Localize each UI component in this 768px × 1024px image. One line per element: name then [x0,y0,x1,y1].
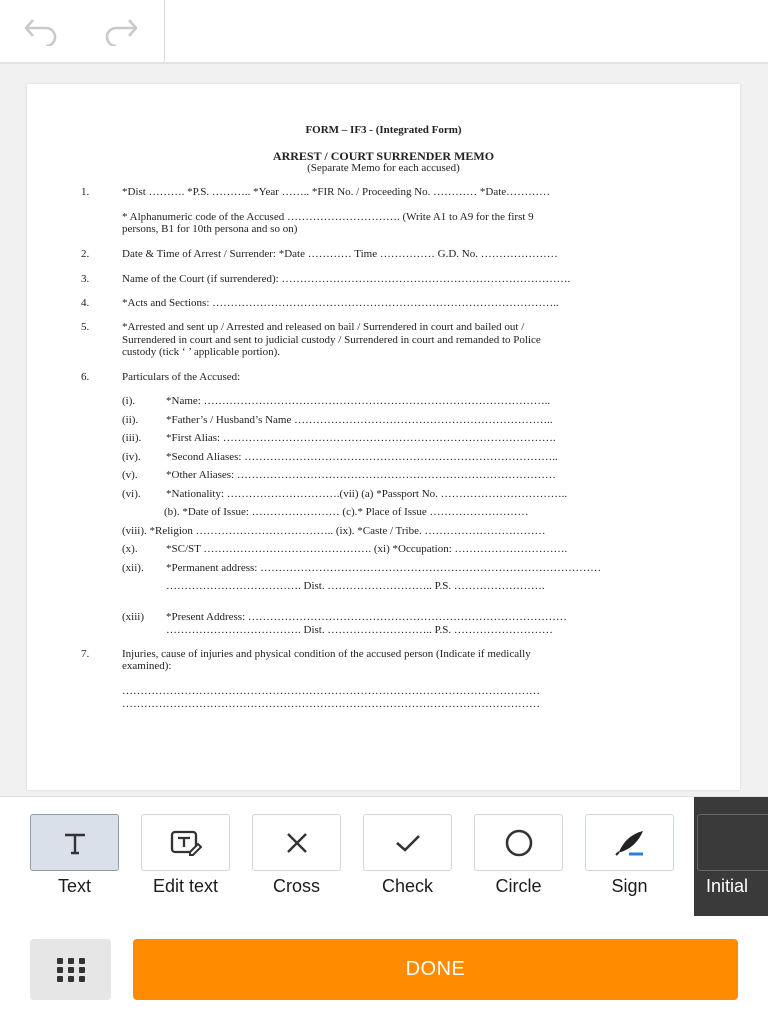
arrest-status-line: custody (tick ‘ ’ applicable portion). [122,346,281,358]
tool-circle-box [474,814,563,871]
acts-sections-line: *Acts and Sections: ………………………………………………………………………………….. [122,297,559,309]
scst-occupation-field: *SC/ST ………………………………………. (xi) *Occupation: …………………………. [166,543,568,555]
tool-cross-box [252,814,341,871]
particulars-heading: Particulars of the Accused: [122,371,241,383]
item-number: 5. [81,321,90,333]
undo-button[interactable] [21,12,61,50]
present-address-field: *Present Address: …………………………………………………………………………… [166,611,567,623]
check-icon [393,831,423,855]
undo-icon [22,16,60,46]
tool-text[interactable] [30,814,119,900]
row-number: (x). [122,543,138,555]
court-name-line: Name of the Court (if surrendered): ……………………………………………………………………. [122,273,571,285]
fir-details-line: *Dist ………. *P.S. ……….. *Year …….. *FIR No. / Proceeding No. ………… *Date………… [122,186,551,198]
cross-icon [283,829,311,857]
text-t-icon [61,829,89,857]
accused-code-line: * Alphanumeric code of the Accused …………………………. (Write A1 to A9 for the first 9 [122,211,534,223]
arrest-status-line: Surrendered in court and sent to judicial custody / Surrendered in court and remanded to Police [122,334,541,346]
tool-sign[interactable] [585,814,674,900]
father-name-field: *Father’s / Husband’s Name …………………………………………………………….. [166,414,553,426]
tool-initial[interactable] [694,797,768,917]
row-number: (xiii) [122,611,144,623]
row-number: (v). [122,469,138,481]
tool-cross[interactable] [252,814,341,900]
tool-check-box [363,814,452,871]
quill-pen-icon [613,828,647,858]
tool-label: Circle [495,876,542,896]
accused-code-note: persons, B1 for 10th persona and so on) [122,223,298,235]
tool-edit-text-box [141,814,230,871]
circle-icon [503,827,535,859]
row-number: (i). [122,395,136,407]
edit-text-icon [169,828,203,858]
tool-label: Cross [272,876,320,896]
permanent-address-field: *Permanent address: ………………………………………………………………………………… [166,562,602,574]
arrest-datetime-line: Date & Time of Arrest / Surrender: *Date ………… Time …………… G.D. No. ………………… [122,248,558,260]
tool-label: Sign [611,876,648,896]
top-bar [0,0,768,64]
item-number: 3. [81,273,90,285]
form-title: FORM – IF3 - (Integrated Form) [305,124,462,136]
injuries-blank-line: …………………………………………………………………………………………………… [122,685,540,697]
row-number: (xii). [122,562,144,574]
item-number: 4. [81,297,90,309]
grid-menu-icon [56,957,86,983]
document-canvas[interactable] [0,64,768,796]
religion-caste-field: (viii). *Religion ……………………………….. (ix). *Caste / Tribe. …………………………… [122,525,546,537]
nationality-passport-field: *Nationality: ………………………….(vii) (a) *Passport No. …………………………….. [166,488,568,500]
tool-label: Text [57,876,91,896]
item-number: 7. [81,648,90,660]
second-aliases-field: *Second Aliases: ………………………………………………………………………….. [166,451,558,463]
item-number: 1. [81,186,90,198]
memo-heading: ARREST / COURT SURRENDER MEMO [272,149,495,163]
injuries-line: examined): [122,660,172,672]
memo-subheading: (Separate Memo for each accused) [307,162,460,174]
tool-label: Check [381,876,434,896]
tool-edit-text[interactable] [141,814,230,900]
history-controls [0,0,165,62]
passport-issue-field: (b). *Date of Issue: …………………… (c).* Place of Issue ……………………… [164,506,529,518]
row-number: (iv). [122,451,141,463]
name-field: *Name: ………………………………………………………………………………….. [166,395,551,407]
tool-text-box [30,814,119,871]
redo-button[interactable] [101,12,141,50]
arrest-status-line: *Arrested and sent up / Arrested and released on bail / Surrendered in court and bailed out / [122,321,525,333]
bottom-bar [0,916,768,1024]
row-number: (iii). [122,432,142,444]
injuries-line: Injuries, cause of injuries and physical condition of the accused person (Indicate if medically [122,648,531,660]
tool-check[interactable] [363,814,452,900]
tool-sign-box [585,814,674,871]
initial-icon [697,814,768,871]
first-alias-field: *First Alias: ………………………………………………………………………………. [166,432,556,444]
menu-grid-button[interactable] [30,939,111,1000]
tool-circle[interactable] [474,814,563,900]
row-number: (ii). [122,414,139,426]
permanent-address-dist-field: ………………………………. Dist. ……………………….. P.S. ……………………. [166,580,545,592]
injuries-blank-line: …………………………………………………………………………………………………… [122,698,540,710]
item-number: 2. [81,248,90,260]
other-aliases-field: *Other Aliases: …………………………………………………………………………… [166,469,556,481]
tool-label: Edit text [152,876,219,896]
present-address-dist-field: ………………………………. Dist. ……………………….. P.S. ……………………… [166,624,553,636]
item-number: 6. [81,371,90,383]
tool-label: Initial [706,876,749,896]
row-number: (vi). [122,488,141,500]
redo-icon [102,16,140,46]
done-button[interactable]: DONE [133,939,738,1000]
document-page[interactable] [27,84,740,790]
annotation-toolbar [0,796,768,917]
